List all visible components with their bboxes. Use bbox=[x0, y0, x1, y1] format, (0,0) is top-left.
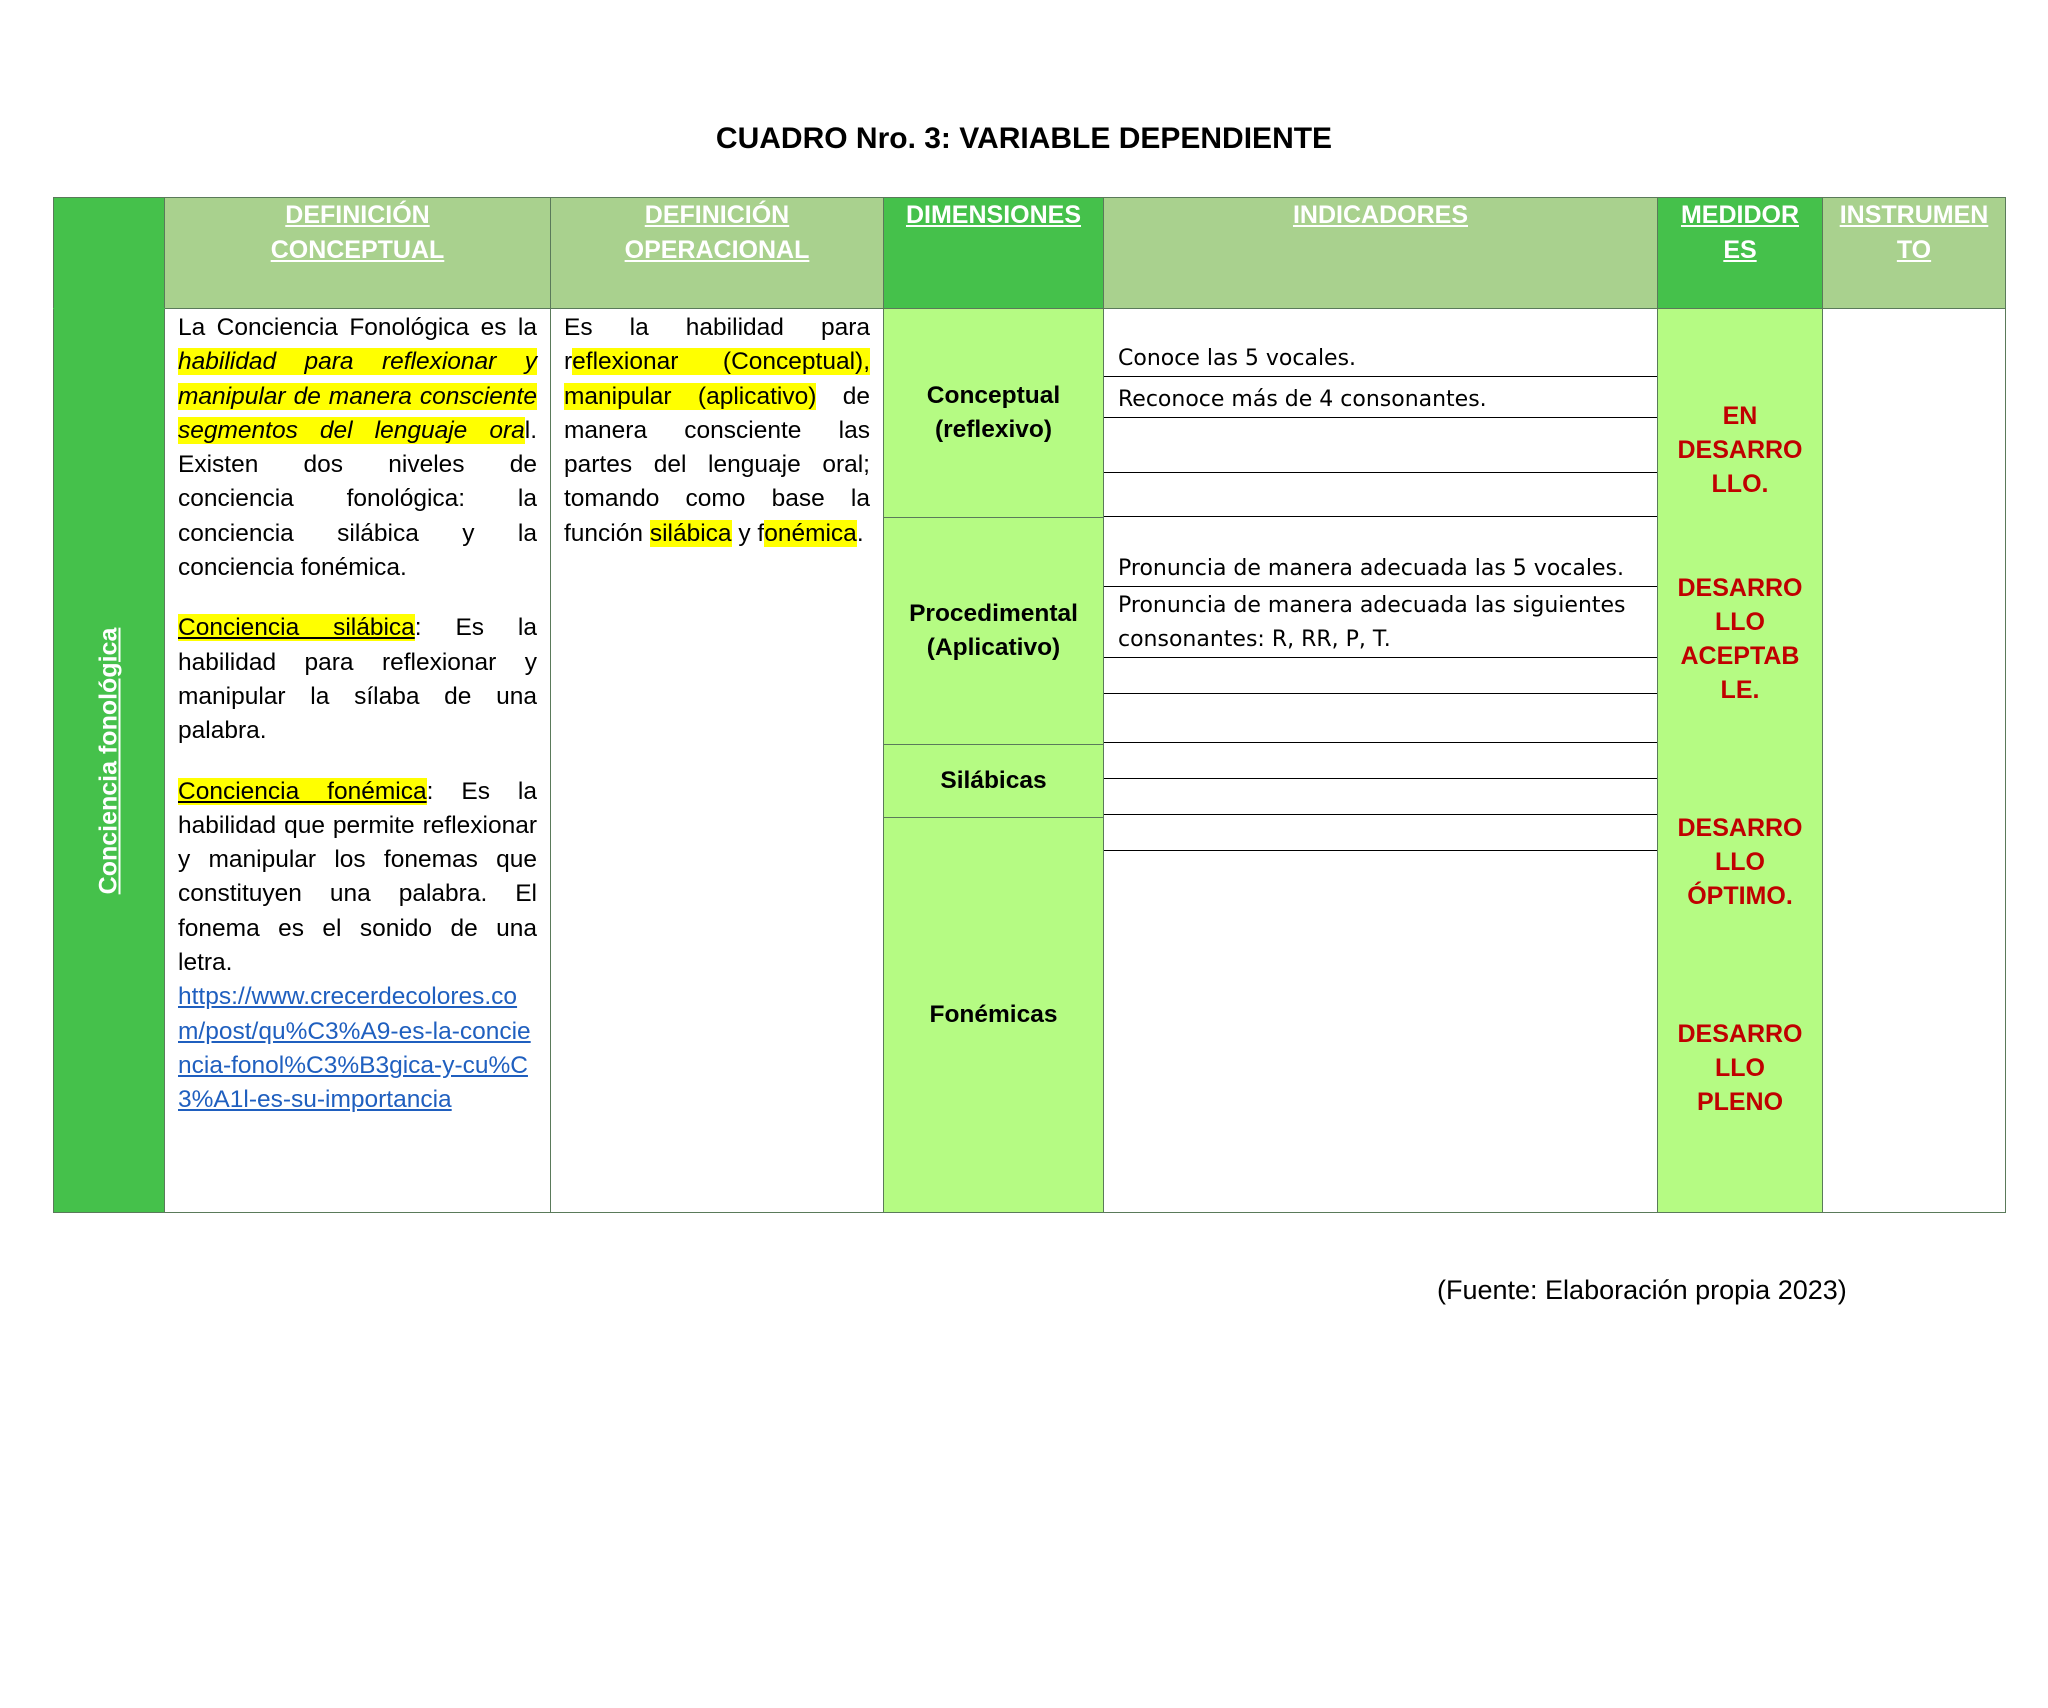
medidor-text: DESARRO bbox=[1677, 814, 1803, 842]
header-def-operacional bbox=[551, 198, 884, 309]
medidor-text: ÓPTIMO. bbox=[1687, 882, 1793, 910]
indicator-row bbox=[1104, 743, 1657, 779]
def-fonemica-paragraph bbox=[178, 775, 537, 1118]
medidor-aceptable bbox=[1658, 571, 1822, 707]
medidor-text: DESARRO bbox=[1677, 436, 1803, 464]
instrumento-cell bbox=[1823, 309, 2006, 1213]
indicator-row bbox=[1104, 694, 1657, 743]
def-operacional-cell bbox=[551, 309, 884, 1213]
header-medidores bbox=[1658, 198, 1823, 309]
text: l. Existen dos niveles de conciencia fonológica: la conciencia silábica y la conciencia fonémica. bbox=[178, 416, 537, 582]
header-text: CONCEPTUAL bbox=[270, 236, 445, 264]
text: . bbox=[856, 519, 864, 547]
indicator-row bbox=[1104, 779, 1657, 815]
highlight-term: Conciencia silábica bbox=[178, 614, 415, 642]
medidor-text: ACEPTAB bbox=[1680, 642, 1800, 670]
source-link[interactable]: https://www.crecerdecolores.com/post/qu%C3%A9-es-la-conciencia-fonol%C3%B3gica-y-cu%C3%A1l-es-su-importancia bbox=[178, 983, 531, 1114]
dimension-fonemicas bbox=[884, 818, 1103, 1211]
medidores-cell bbox=[1658, 309, 1823, 1213]
page-title: CUADRO Nro. 3: VARIABLE DEPENDIENTE bbox=[715, 122, 1333, 155]
highlight-text: onémica bbox=[764, 519, 857, 547]
def-conceptual-paragraph bbox=[178, 311, 537, 585]
medidor-text: LE. bbox=[1720, 676, 1760, 704]
dimension-conceptual bbox=[884, 309, 1103, 518]
medidor-optimo bbox=[1658, 811, 1822, 913]
header-instrumento bbox=[1823, 198, 2006, 309]
source-caption: (Fuente: Elaboración propia 2023) bbox=[1437, 1275, 1847, 1305]
dimension-label: Conceptual bbox=[926, 382, 1061, 409]
header-text: INDICADORES bbox=[1292, 201, 1468, 229]
dimensiones-cell bbox=[884, 309, 1104, 1213]
header-text: DIMENSIONES bbox=[905, 201, 1082, 229]
indicator-row bbox=[1104, 473, 1657, 517]
def-silabica-paragraph bbox=[178, 611, 537, 748]
variable-cell bbox=[54, 309, 165, 1213]
text: : Es la habilidad que permite reflexionar y manipular los fonemas que constituyen una palabra. El fonema es el sonido de una letra. bbox=[178, 777, 537, 977]
highlight-text: habilidad para reflexionar y manipular de manera consciente segmentos del lenguaje ora bbox=[178, 348, 537, 444]
header-dimensiones bbox=[884, 198, 1104, 309]
dimension-sublabel: (reflexivo) bbox=[934, 416, 1053, 443]
text: de manera consciente las partes del lenguaje oral; tomando como base la función bbox=[564, 382, 870, 547]
header-def-conceptual bbox=[165, 198, 551, 309]
indicator-text: Conoce las 5 vocales. bbox=[1118, 346, 1357, 371]
header-text: INSTRUMEN bbox=[1839, 201, 1989, 229]
dimension-silabicas bbox=[884, 745, 1103, 818]
header-text: DEFINICIÓN bbox=[285, 201, 430, 229]
medidor-pleno bbox=[1658, 1017, 1822, 1119]
variable-label: Conciencia fonológica bbox=[94, 627, 123, 894]
header-indicadores bbox=[1104, 198, 1658, 309]
variable-table bbox=[53, 197, 2006, 1213]
indicator-row bbox=[1104, 587, 1657, 658]
indicadores-cell bbox=[1104, 309, 1658, 1213]
dimension-label: Fonémicas bbox=[929, 1000, 1058, 1028]
dimension-label: Silábicas bbox=[940, 767, 1047, 794]
dimension-procedimental bbox=[884, 518, 1103, 745]
highlight-text: silábica bbox=[649, 519, 732, 547]
corner-cell bbox=[54, 198, 165, 309]
medidor-text: LLO. bbox=[1711, 470, 1769, 498]
header-text: ES bbox=[1723, 236, 1757, 264]
indicator-row bbox=[1104, 517, 1657, 587]
indicator-row bbox=[1104, 851, 1657, 1211]
header-text: TO bbox=[1896, 236, 1932, 264]
header-text: OPERACIONAL bbox=[624, 236, 810, 264]
indicator-row bbox=[1104, 658, 1657, 694]
indicator-text: Reconoce más de 4 consonantes. bbox=[1118, 387, 1487, 412]
indicator-row bbox=[1104, 309, 1657, 377]
medidor-text: DESARRO bbox=[1677, 574, 1803, 602]
def-conceptual-cell bbox=[165, 309, 551, 1213]
medidor-text: LLO bbox=[1715, 608, 1765, 636]
indicator-row bbox=[1104, 418, 1657, 473]
medidor-text: DESARRO bbox=[1677, 1020, 1803, 1048]
indicator-text: Pronuncia de manera adecuada las 5 vocales. bbox=[1118, 556, 1624, 581]
dimension-sublabel: (Aplicativo) bbox=[926, 634, 1061, 661]
medidor-en-desarrollo bbox=[1658, 399, 1822, 501]
indicator-row bbox=[1104, 377, 1657, 418]
text: y f bbox=[731, 519, 765, 547]
medidor-text: LLO bbox=[1715, 1054, 1765, 1082]
medidor-text: LLO bbox=[1715, 848, 1765, 876]
medidor-text: PLENO bbox=[1696, 1088, 1784, 1116]
highlight-term: Conciencia fonémica bbox=[178, 777, 427, 805]
highlight-text: eflexionar (Conceptual), manipular (aplicativo) bbox=[564, 348, 870, 410]
header-text: DEFINICIÓN bbox=[644, 201, 790, 229]
text: La Conciencia Fonológica es la bbox=[178, 314, 537, 341]
indicator-row bbox=[1104, 815, 1657, 851]
dimension-label: Procedimental bbox=[909, 600, 1078, 627]
text: : Es la habilidad para reflexionar y manipular la sílaba de una palabra. bbox=[178, 614, 537, 745]
text: Es la habilidad para r bbox=[564, 314, 870, 376]
indicator-text: Pronuncia de manera adecuada las siguientes consonantes: R, RR, P, T. bbox=[1118, 593, 1626, 652]
header-text: MEDIDOR bbox=[1680, 201, 1800, 229]
medidor-text: EN bbox=[1722, 402, 1758, 430]
